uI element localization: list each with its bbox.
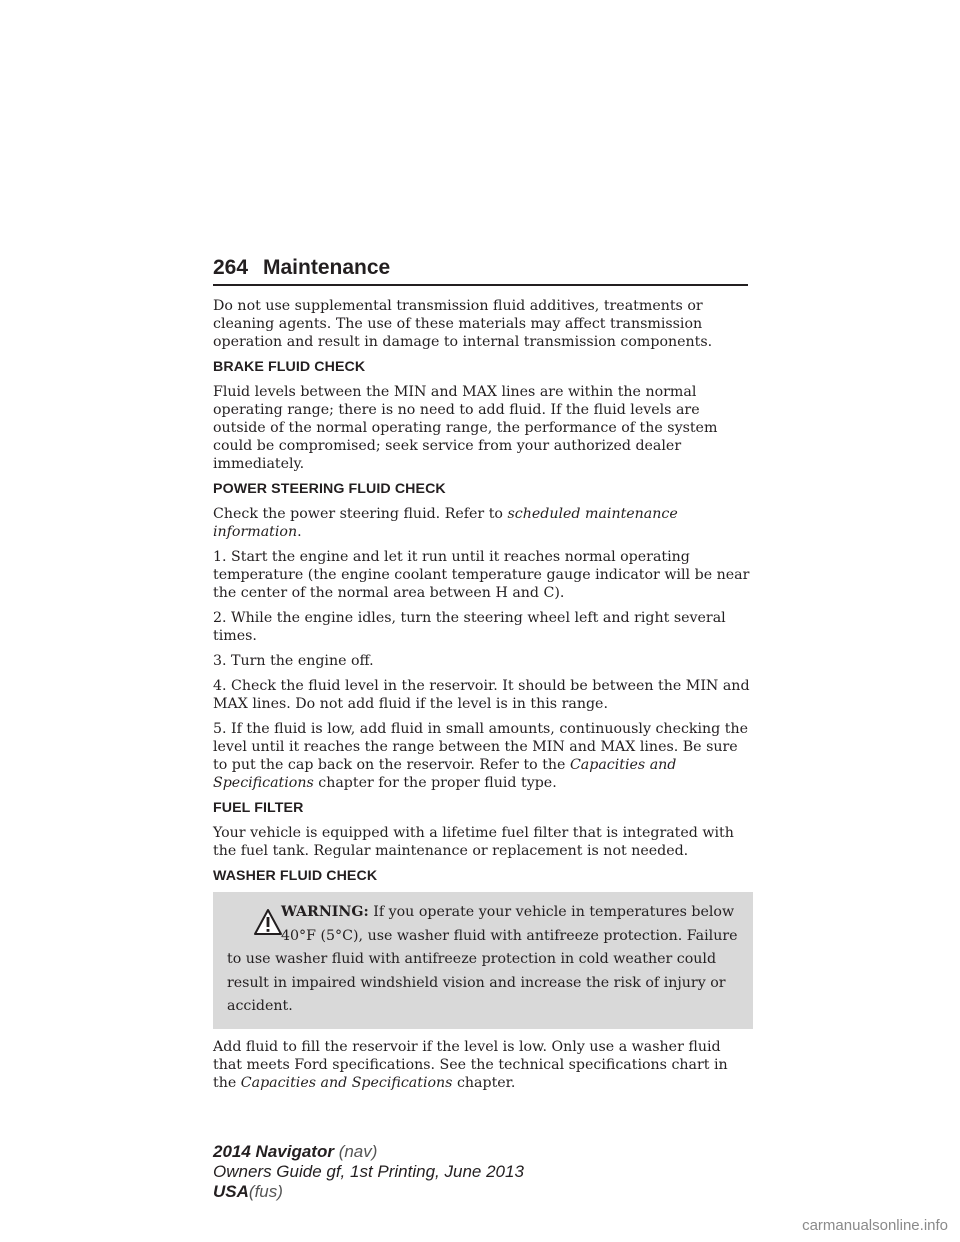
brake-fluid-text: Fluid levels between the MIN and MAX lines are within the normal operating range; there is no need to add fluid. If the fluid levels are outside of the normal operating range, the performance of the system could be compromised; seek service from your authorized dealer immediately. <box>213 384 718 472</box>
step-2: 2. While the engine idles, turn the steering wheel left and right several times. <box>213 610 726 644</box>
capacities-reference-2: Capacities and Specifications <box>240 1074 453 1091</box>
document-footer <box>213 1142 524 1202</box>
warning-triangle-icon <box>253 908 283 936</box>
footer-model: 2014 Navigator <box>213 1142 334 1161</box>
footer-line-3 <box>213 1182 524 1202</box>
watermark: carmanualsonline.info <box>802 1217 948 1234</box>
washer-fluid-text <box>213 1038 753 1092</box>
step-5-text: 5. If the fluid is low, add fluid in small amounts, continuously checking the level until it reaches the range between the MIN and MAX lines. Be sure to put the cap back on the reservoir. Refer to the <box>213 721 749 773</box>
step-5 <box>213 720 753 792</box>
warning-line-2: 40°F (5°C), use washer fluid with antifreeze protection. Failure <box>281 927 738 944</box>
page-content <box>213 297 753 1099</box>
warning-first-line <box>227 901 739 925</box>
brake-fluid-heading: BRAKE FLUID CHECK <box>213 359 366 375</box>
capacities-reference: Capacities and Specifications <box>213 757 677 791</box>
footer-line-2: Owners Guide gf, 1st Printing, June 2013 <box>213 1162 524 1181</box>
page-title: Maintenance <box>263 256 391 279</box>
power-steering-intro-end: . <box>297 524 302 540</box>
footer-market-code: (fus) <box>248 1182 283 1201</box>
warning-rest: to use washer fluid with antifreeze protection in cold weather could result in impaired windshield vision and increase the risk of injury or accident. <box>227 951 726 1014</box>
scheduled-maintenance-reference: scheduled maintenance information <box>213 506 678 540</box>
step-1: 1. Start the engine and let it run until it reaches normal operating temperature (the engine coolant temperature gauge indicator will be near the center of the normal area between H and C). <box>213 549 750 601</box>
washer-fluid-text-start: Add fluid to fill the reservoir if the level is low. Only use a washer fluid that meets Ford specifications. See the technical specifications chart in the <box>213 1038 728 1091</box>
step-5-end: chapter for the proper fluid type. <box>313 775 557 791</box>
warning-line-1: If you operate your vehicle in temperatures below <box>368 904 735 920</box>
washer-fluid-text-end: chapter. <box>452 1074 516 1091</box>
step-4: 4. Check the fluid level in the reservoir. It should be between the MIN and MAX lines. Do not add fluid if the level is in this range. <box>213 678 750 712</box>
warning-label: WARNING: <box>281 904 369 920</box>
washer-fluid-heading: WASHER FLUID CHECK <box>213 868 378 884</box>
power-steering-intro <box>213 505 753 541</box>
footer-model-code <box>334 1142 377 1161</box>
intro-paragraph: Do not use supplemental transmission fluid additives, treatments or cleaning agents. The use of these materials may affect transmission operation and result in damage to internal transmission components. <box>213 298 713 350</box>
footer-line-1 <box>213 1142 524 1162</box>
page-header <box>213 256 748 286</box>
page-number: 264 <box>213 256 249 279</box>
fuel-filter-text: Your vehicle is equipped with a lifetime fuel filter that is integrated with the fuel tank. Regular maintenance or replacement is not needed. <box>213 825 734 859</box>
footer-model-code-text: (nav) <box>338 1142 378 1161</box>
power-steering-heading: POWER STEERING FLUID CHECK <box>213 481 446 497</box>
header-rule <box>213 284 748 286</box>
power-steering-intro-text: Check the power steering fluid. Refer to <box>213 506 508 522</box>
footer-market: USA <box>213 1182 249 1201</box>
step-3: 3. Turn the engine off. <box>213 653 374 669</box>
fuel-filter-heading: FUEL FILTER <box>213 800 304 816</box>
warning-box <box>213 892 753 1029</box>
